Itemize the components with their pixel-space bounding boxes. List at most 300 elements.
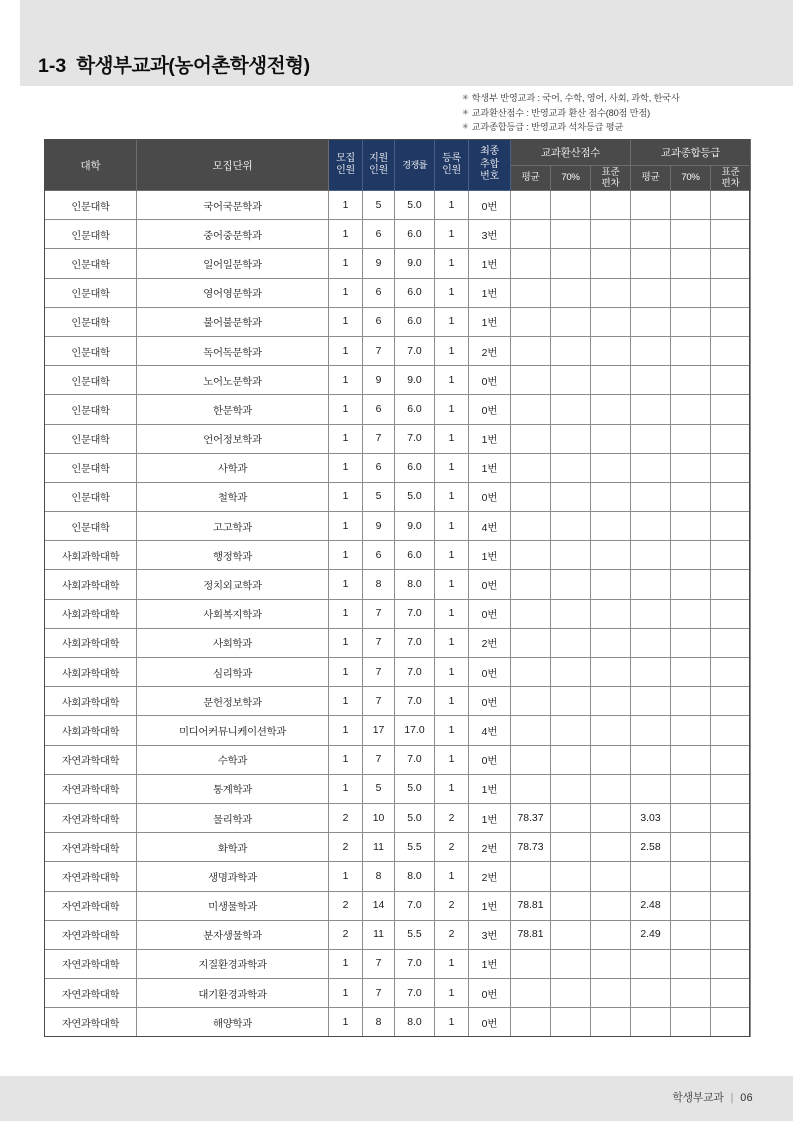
cell-major: 독어독문학과 — [137, 336, 329, 365]
cell-score-stdev — [591, 745, 631, 774]
cell-score-70 — [551, 570, 591, 599]
cell-grade-70 — [671, 599, 711, 628]
table-row — [45, 891, 751, 920]
cell-score-stdev — [591, 482, 631, 511]
cell-final-waitlist: 2번 — [469, 336, 511, 365]
cell-score-70 — [551, 803, 591, 832]
cell-score-stdev — [591, 833, 631, 862]
cell-score-stdev — [591, 979, 631, 1008]
cell-major: 사회학과 — [137, 628, 329, 657]
cell-score-avg — [511, 687, 551, 716]
col-group-header-overall-grade: 교과종합등급 — [631, 140, 751, 166]
cell-score-avg: 78.81 — [511, 920, 551, 949]
cell-quota: 1 — [329, 482, 363, 511]
cell-score-70 — [551, 833, 591, 862]
cell-score-avg — [511, 220, 551, 249]
cell-major: 심리학과 — [137, 658, 329, 687]
cell-grade-70 — [671, 395, 711, 424]
cell-college: 인문대학 — [45, 424, 137, 453]
footer-label: 학생부교과 — [672, 1092, 724, 1104]
cell-enrolled: 1 — [435, 979, 469, 1008]
cell-ratio: 6.0 — [395, 307, 435, 336]
table-row — [45, 687, 751, 716]
cell-applicants: 11 — [363, 920, 395, 949]
footer-separator: | — [730, 1092, 734, 1104]
cell-enrolled: 1 — [435, 862, 469, 891]
cell-ratio: 5.0 — [395, 803, 435, 832]
cell-enrolled: 1 — [435, 541, 469, 570]
table-row — [45, 307, 751, 336]
cell-major: 일어일문학과 — [137, 249, 329, 278]
cell-grade-avg: 2.58 — [631, 833, 671, 862]
table-row — [45, 628, 751, 657]
cell-grade-70 — [671, 570, 711, 599]
cell-major: 사학과 — [137, 453, 329, 482]
cell-applicants: 7 — [363, 628, 395, 657]
cell-ratio: 7.0 — [395, 891, 435, 920]
cell-grade-avg: 2.48 — [631, 891, 671, 920]
cell-score-avg — [511, 716, 551, 745]
bullet-star-icon: ✳ — [462, 122, 469, 132]
cell-major: 미디어커뮤니케이션학과 — [137, 716, 329, 745]
cell-college: 자연과학대학 — [45, 1008, 137, 1037]
page-title — [38, 50, 310, 78]
table-row — [45, 336, 751, 365]
cell-college: 자연과학대학 — [45, 862, 137, 891]
cell-grade-70 — [671, 687, 711, 716]
cell-grade-stdev — [711, 424, 751, 453]
cell-quota: 2 — [329, 803, 363, 832]
cell-score-avg: 78.37 — [511, 803, 551, 832]
cell-applicants: 7 — [363, 599, 395, 628]
cell-final-waitlist: 2번 — [469, 628, 511, 657]
col-header-score-stdev: 표준 편차 — [591, 166, 631, 191]
cell-applicants: 17 — [363, 716, 395, 745]
cell-final-waitlist: 1번 — [469, 803, 511, 832]
cell-final-waitlist: 0번 — [469, 482, 511, 511]
cell-grade-70 — [671, 920, 711, 949]
cell-enrolled: 1 — [435, 949, 469, 978]
cell-ratio: 6.0 — [395, 278, 435, 307]
cell-quota: 2 — [329, 920, 363, 949]
cell-score-stdev — [591, 336, 631, 365]
cell-major: 생명과학과 — [137, 862, 329, 891]
cell-final-waitlist: 1번 — [469, 278, 511, 307]
cell-score-avg — [511, 1008, 551, 1037]
cell-applicants: 5 — [363, 482, 395, 511]
admissions-table-container — [44, 139, 750, 1037]
cell-grade-avg — [631, 541, 671, 570]
table-row — [45, 949, 751, 978]
cell-quota: 1 — [329, 862, 363, 891]
cell-grade-stdev — [711, 687, 751, 716]
cell-grade-70 — [671, 716, 711, 745]
cell-ratio: 17.0 — [395, 716, 435, 745]
cell-college: 사회과학대학 — [45, 628, 137, 657]
cell-college: 인문대학 — [45, 482, 137, 511]
cell-grade-avg — [631, 249, 671, 278]
cell-grade-70 — [671, 833, 711, 862]
note-text: 교과종합등급 : 반영교과 석차등급 평균 — [471, 122, 624, 133]
cell-score-70 — [551, 628, 591, 657]
cell-score-stdev — [591, 716, 631, 745]
cell-grade-avg — [631, 687, 671, 716]
cell-ratio: 7.0 — [395, 628, 435, 657]
cell-grade-avg — [631, 482, 671, 511]
cell-final-waitlist: 0번 — [469, 570, 511, 599]
cell-quota: 2 — [329, 891, 363, 920]
note-text: 교과환산점수 : 반영교과 환산 점수(80점 만점) — [471, 107, 651, 118]
cell-score-avg — [511, 307, 551, 336]
cell-score-stdev — [591, 774, 631, 803]
cell-ratio: 6.0 — [395, 453, 435, 482]
cell-grade-stdev — [711, 833, 751, 862]
cell-score-avg — [511, 191, 551, 220]
cell-score-stdev — [591, 278, 631, 307]
cell-quota: 1 — [329, 395, 363, 424]
cell-grade-70 — [671, 191, 711, 220]
cell-enrolled: 2 — [435, 920, 469, 949]
cell-grade-stdev — [711, 395, 751, 424]
cell-final-waitlist: 1번 — [469, 307, 511, 336]
cell-grade-stdev — [711, 336, 751, 365]
cell-score-avg — [511, 512, 551, 541]
cell-major: 사회복지학과 — [137, 599, 329, 628]
cell-applicants: 6 — [363, 278, 395, 307]
cell-score-70 — [551, 541, 591, 570]
cell-score-avg — [511, 395, 551, 424]
cell-score-stdev — [591, 220, 631, 249]
cell-enrolled: 1 — [435, 278, 469, 307]
cell-grade-stdev — [711, 862, 751, 891]
notes-list — [462, 91, 772, 135]
table-row — [45, 191, 751, 220]
cell-final-waitlist: 1번 — [469, 949, 511, 978]
cell-quota: 1 — [329, 570, 363, 599]
cell-applicants: 6 — [363, 220, 395, 249]
cell-quota: 1 — [329, 191, 363, 220]
cell-quota: 1 — [329, 774, 363, 803]
cell-score-70 — [551, 1008, 591, 1037]
cell-quota: 2 — [329, 833, 363, 862]
cell-grade-avg — [631, 745, 671, 774]
cell-enrolled: 1 — [435, 307, 469, 336]
cell-grade-stdev — [711, 716, 751, 745]
cell-grade-70 — [671, 482, 711, 511]
cell-major: 문헌정보학과 — [137, 687, 329, 716]
cell-final-waitlist: 0번 — [469, 979, 511, 1008]
note-item — [462, 120, 772, 135]
cell-grade-avg — [631, 570, 671, 599]
cell-applicants: 9 — [363, 512, 395, 541]
bullet-star-icon: ✳ — [462, 93, 469, 102]
table-row — [45, 1008, 751, 1037]
cell-grade-stdev — [711, 891, 751, 920]
cell-score-70 — [551, 366, 591, 395]
cell-college: 인문대학 — [45, 336, 137, 365]
cell-ratio: 6.0 — [395, 395, 435, 424]
cell-major: 수학과 — [137, 745, 329, 774]
cell-quota: 1 — [329, 366, 363, 395]
cell-grade-70 — [671, 745, 711, 774]
col-header-ratio: 경쟁률 — [395, 140, 435, 191]
cell-ratio: 7.0 — [395, 424, 435, 453]
cell-score-avg: 78.81 — [511, 891, 551, 920]
cell-enrolled: 1 — [435, 191, 469, 220]
cell-quota: 1 — [329, 336, 363, 365]
cell-ratio: 9.0 — [395, 249, 435, 278]
cell-quota: 1 — [329, 979, 363, 1008]
cell-score-stdev — [591, 249, 631, 278]
cell-grade-stdev — [711, 745, 751, 774]
col-header-applicants: 지원 인원 — [363, 140, 395, 191]
note-item — [462, 91, 772, 106]
cell-grade-stdev — [711, 512, 751, 541]
cell-grade-stdev — [711, 803, 751, 832]
cell-major: 한문학과 — [137, 395, 329, 424]
cell-grade-stdev — [711, 220, 751, 249]
cell-quota: 1 — [329, 687, 363, 716]
cell-score-70 — [551, 249, 591, 278]
cell-enrolled: 1 — [435, 687, 469, 716]
col-header-grade-70: 70% — [671, 166, 711, 191]
cell-final-waitlist: 1번 — [469, 891, 511, 920]
cell-score-stdev — [591, 395, 631, 424]
cell-grade-avg: 3.03 — [631, 803, 671, 832]
cell-grade-avg: 2.49 — [631, 920, 671, 949]
cell-enrolled: 1 — [435, 774, 469, 803]
cell-enrolled: 1 — [435, 628, 469, 657]
cell-score-stdev — [591, 599, 631, 628]
cell-grade-avg — [631, 716, 671, 745]
cell-score-avg — [511, 366, 551, 395]
cell-final-waitlist: 4번 — [469, 512, 511, 541]
cell-college: 인문대학 — [45, 512, 137, 541]
cell-final-waitlist: 1번 — [469, 249, 511, 278]
cell-college: 사회과학대학 — [45, 687, 137, 716]
cell-grade-stdev — [711, 774, 751, 803]
cell-college: 인문대학 — [45, 220, 137, 249]
table-row — [45, 278, 751, 307]
cell-grade-stdev — [711, 482, 751, 511]
cell-applicants: 7 — [363, 949, 395, 978]
cell-enrolled: 2 — [435, 833, 469, 862]
cell-enrolled: 2 — [435, 803, 469, 832]
cell-score-avg — [511, 249, 551, 278]
cell-score-stdev — [591, 570, 631, 599]
col-group-header-converted-score: 교과환산점수 — [511, 140, 631, 166]
cell-grade-70 — [671, 658, 711, 687]
table-row — [45, 366, 751, 395]
cell-grade-stdev — [711, 658, 751, 687]
cell-enrolled: 1 — [435, 570, 469, 599]
table-row — [45, 745, 751, 774]
cell-grade-stdev — [711, 949, 751, 978]
cell-ratio: 6.0 — [395, 541, 435, 570]
cell-major: 고고학과 — [137, 512, 329, 541]
cell-grade-70 — [671, 220, 711, 249]
cell-grade-stdev — [711, 249, 751, 278]
cell-applicants: 7 — [363, 336, 395, 365]
cell-final-waitlist: 0번 — [469, 395, 511, 424]
cell-final-waitlist: 1번 — [469, 541, 511, 570]
cell-grade-avg — [631, 424, 671, 453]
cell-major: 행정학과 — [137, 541, 329, 570]
cell-ratio: 7.0 — [395, 979, 435, 1008]
cell-score-avg — [511, 949, 551, 978]
cell-major: 노어노문학과 — [137, 366, 329, 395]
cell-score-stdev — [591, 1008, 631, 1037]
cell-grade-70 — [671, 862, 711, 891]
cell-college: 자연과학대학 — [45, 803, 137, 832]
cell-grade-avg — [631, 307, 671, 336]
cell-score-70 — [551, 512, 591, 541]
cell-score-stdev — [591, 628, 631, 657]
cell-major: 물리학과 — [137, 803, 329, 832]
cell-score-70 — [551, 336, 591, 365]
cell-major: 대기환경과학과 — [137, 979, 329, 1008]
cell-grade-70 — [671, 424, 711, 453]
table-row — [45, 541, 751, 570]
cell-applicants: 8 — [363, 570, 395, 599]
cell-grade-stdev — [711, 920, 751, 949]
cell-score-avg — [511, 745, 551, 774]
cell-quota: 1 — [329, 512, 363, 541]
cell-college: 인문대학 — [45, 395, 137, 424]
table-row — [45, 774, 751, 803]
cell-grade-70 — [671, 1008, 711, 1037]
cell-score-stdev — [591, 862, 631, 891]
cell-grade-stdev — [711, 278, 751, 307]
cell-college: 인문대학 — [45, 366, 137, 395]
cell-quota: 1 — [329, 220, 363, 249]
cell-score-stdev — [591, 366, 631, 395]
cell-college: 자연과학대학 — [45, 920, 137, 949]
cell-ratio: 7.0 — [395, 658, 435, 687]
cell-score-70 — [551, 395, 591, 424]
cell-final-waitlist: 0번 — [469, 366, 511, 395]
cell-grade-70 — [671, 366, 711, 395]
cell-applicants: 7 — [363, 979, 395, 1008]
cell-grade-avg — [631, 366, 671, 395]
cell-grade-stdev — [711, 979, 751, 1008]
cell-grade-70 — [671, 628, 711, 657]
cell-major: 통계학과 — [137, 774, 329, 803]
cell-enrolled: 1 — [435, 424, 469, 453]
cell-grade-stdev — [711, 570, 751, 599]
cell-grade-avg — [631, 774, 671, 803]
cell-enrolled: 1 — [435, 716, 469, 745]
cell-final-waitlist: 3번 — [469, 920, 511, 949]
cell-score-avg — [511, 774, 551, 803]
col-header-grade-avg: 평균 — [631, 166, 671, 191]
cell-major: 화학과 — [137, 833, 329, 862]
cell-score-stdev — [591, 658, 631, 687]
cell-score-70 — [551, 920, 591, 949]
cell-enrolled: 1 — [435, 745, 469, 774]
cell-score-stdev — [591, 891, 631, 920]
table-body — [45, 191, 751, 1037]
cell-ratio: 8.0 — [395, 1008, 435, 1037]
cell-major: 지질환경과학과 — [137, 949, 329, 978]
cell-score-70 — [551, 862, 591, 891]
cell-score-70 — [551, 774, 591, 803]
cell-score-70 — [551, 745, 591, 774]
table-row — [45, 395, 751, 424]
cell-score-70 — [551, 979, 591, 1008]
table-row — [45, 249, 751, 278]
col-header-enrolled: 등록 인원 — [435, 140, 469, 191]
cell-score-avg: 78.73 — [511, 833, 551, 862]
cell-enrolled: 1 — [435, 220, 469, 249]
page-header-band — [0, 0, 793, 86]
cell-score-avg — [511, 862, 551, 891]
cell-score-avg — [511, 570, 551, 599]
cell-score-avg — [511, 336, 551, 365]
cell-ratio: 7.0 — [395, 599, 435, 628]
cell-score-70 — [551, 949, 591, 978]
cell-applicants: 9 — [363, 249, 395, 278]
cell-grade-avg — [631, 628, 671, 657]
cell-quota: 1 — [329, 745, 363, 774]
cell-grade-avg — [631, 191, 671, 220]
table-row — [45, 599, 751, 628]
cell-score-avg — [511, 482, 551, 511]
table-row — [45, 920, 751, 949]
table-row — [45, 453, 751, 482]
cell-score-stdev — [591, 307, 631, 336]
col-header-score-70: 70% — [551, 166, 591, 191]
cell-applicants: 6 — [363, 307, 395, 336]
cell-major: 국어국문학과 — [137, 191, 329, 220]
cell-applicants: 7 — [363, 658, 395, 687]
cell-final-waitlist: 0번 — [469, 745, 511, 774]
cell-score-avg — [511, 979, 551, 1008]
footer-text — [672, 1090, 753, 1105]
cell-ratio: 7.0 — [395, 949, 435, 978]
cell-score-avg — [511, 278, 551, 307]
cell-grade-avg — [631, 949, 671, 978]
cell-applicants: 6 — [363, 541, 395, 570]
cell-major: 영어영문학과 — [137, 278, 329, 307]
cell-grade-70 — [671, 249, 711, 278]
cell-enrolled: 1 — [435, 453, 469, 482]
cell-ratio: 7.0 — [395, 745, 435, 774]
table-head — [45, 140, 751, 191]
cell-quota: 1 — [329, 1008, 363, 1037]
col-header-final-waitlist: 최종 추합 번호 — [469, 140, 511, 191]
cell-grade-avg — [631, 220, 671, 249]
table-row — [45, 512, 751, 541]
col-header-major: 모집단위 — [137, 140, 329, 191]
cell-score-stdev — [591, 191, 631, 220]
cell-applicants: 6 — [363, 453, 395, 482]
cell-college: 인문대학 — [45, 249, 137, 278]
table-row — [45, 482, 751, 511]
cell-college: 사회과학대학 — [45, 716, 137, 745]
cell-applicants: 5 — [363, 191, 395, 220]
cell-ratio: 8.0 — [395, 570, 435, 599]
cell-grade-avg — [631, 453, 671, 482]
cell-score-70 — [551, 891, 591, 920]
cell-quota: 1 — [329, 307, 363, 336]
table-row — [45, 570, 751, 599]
cell-college: 자연과학대학 — [45, 949, 137, 978]
cell-grade-70 — [671, 278, 711, 307]
cell-score-stdev — [591, 803, 631, 832]
table-row — [45, 658, 751, 687]
cell-quota: 1 — [329, 541, 363, 570]
